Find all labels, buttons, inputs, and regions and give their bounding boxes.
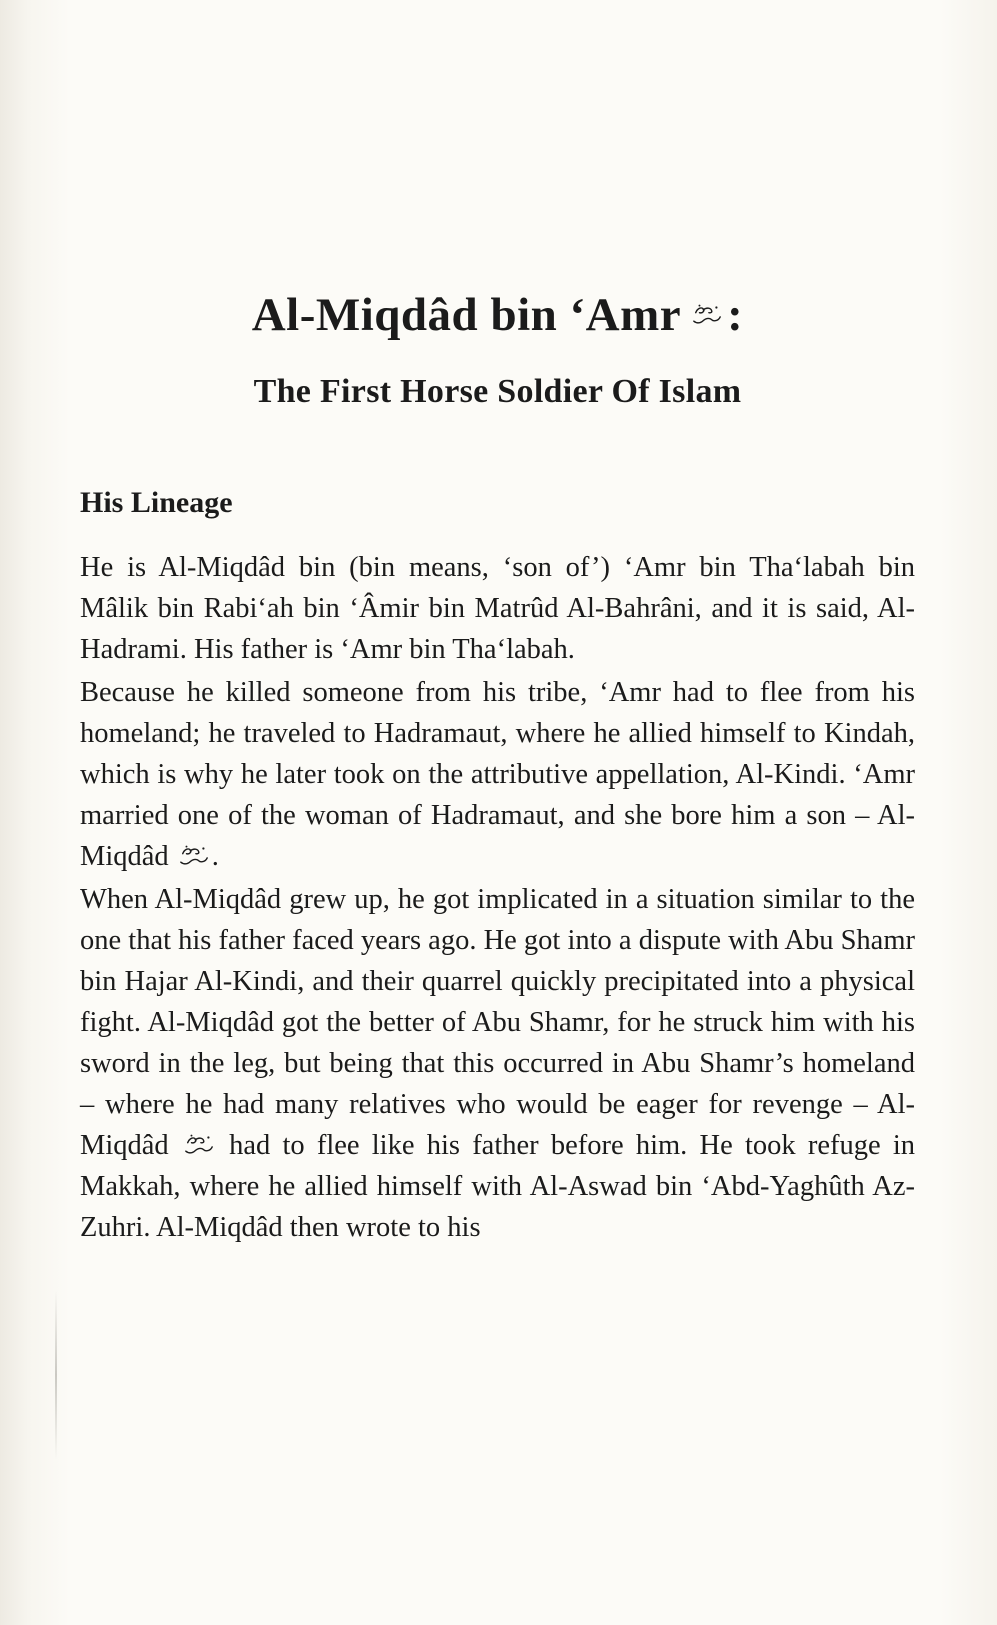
body-text	[80, 547, 915, 1248]
page-title-text: Al-Miqdâd bin ‘Amr	[251, 289, 682, 341]
radi-allahu-anhu-icon	[178, 844, 210, 869]
paragraph: He is Al-Miqdâd bin (bin means, ‘son of’) ‘Amr bin Tha‘labah bin Mâlik bin Rabi‘ah bin ‘Âmir bin Matrûd Al-Bahrâni, and it is said, Al-Hadrami. His father is ‘Amr bin Tha‘labah.	[80, 551, 915, 665]
page-title-colon: :	[727, 289, 744, 341]
paragraph: Because he killed someone from his tribe, ‘Amr had to flee from his homeland; he traveled to Hadramaut, where he allied himself to Kindah, which is why he later took on the attributive appellation, Al-Kindi. ‘Amr married one of the woman of Hadramaut, and she bore him a son – Al-Miqdâd .	[80, 676, 915, 872]
page-crease	[55, 1290, 57, 1460]
paragraph: When Al-Miqdâd grew up, he got implicated in a situation similar to the one that his father faced years ago. He got into a dispute with Abu Shamr bin Hajar Al-Kindi, and their quarrel quickly precipitated into a physical fight. Al-Miqdâd got the better of Abu Shamr, for he struck him with his sword in the leg, but being that this occurred in Abu Shamr’s homeland – where he had many relatives who would be eager for revenge – Al-Miqdâd had to flee like his father before him. He took refuge in Makkah, where he allied himself with Al-Aswad bin ‘Abd-Yaghûth Az-Zuhri. Al-Miqdâd then wrote to his	[80, 883, 916, 1243]
radi-allahu-anhu-icon	[183, 1133, 215, 1158]
radi-allahu-anhu-icon	[691, 303, 723, 328]
title-honorific-slot	[681, 289, 727, 341]
page-title	[80, 288, 915, 342]
page-subtitle: The First Horse Soldier Of Islam	[253, 373, 742, 411]
section-heading: His Lineage	[80, 485, 233, 519]
